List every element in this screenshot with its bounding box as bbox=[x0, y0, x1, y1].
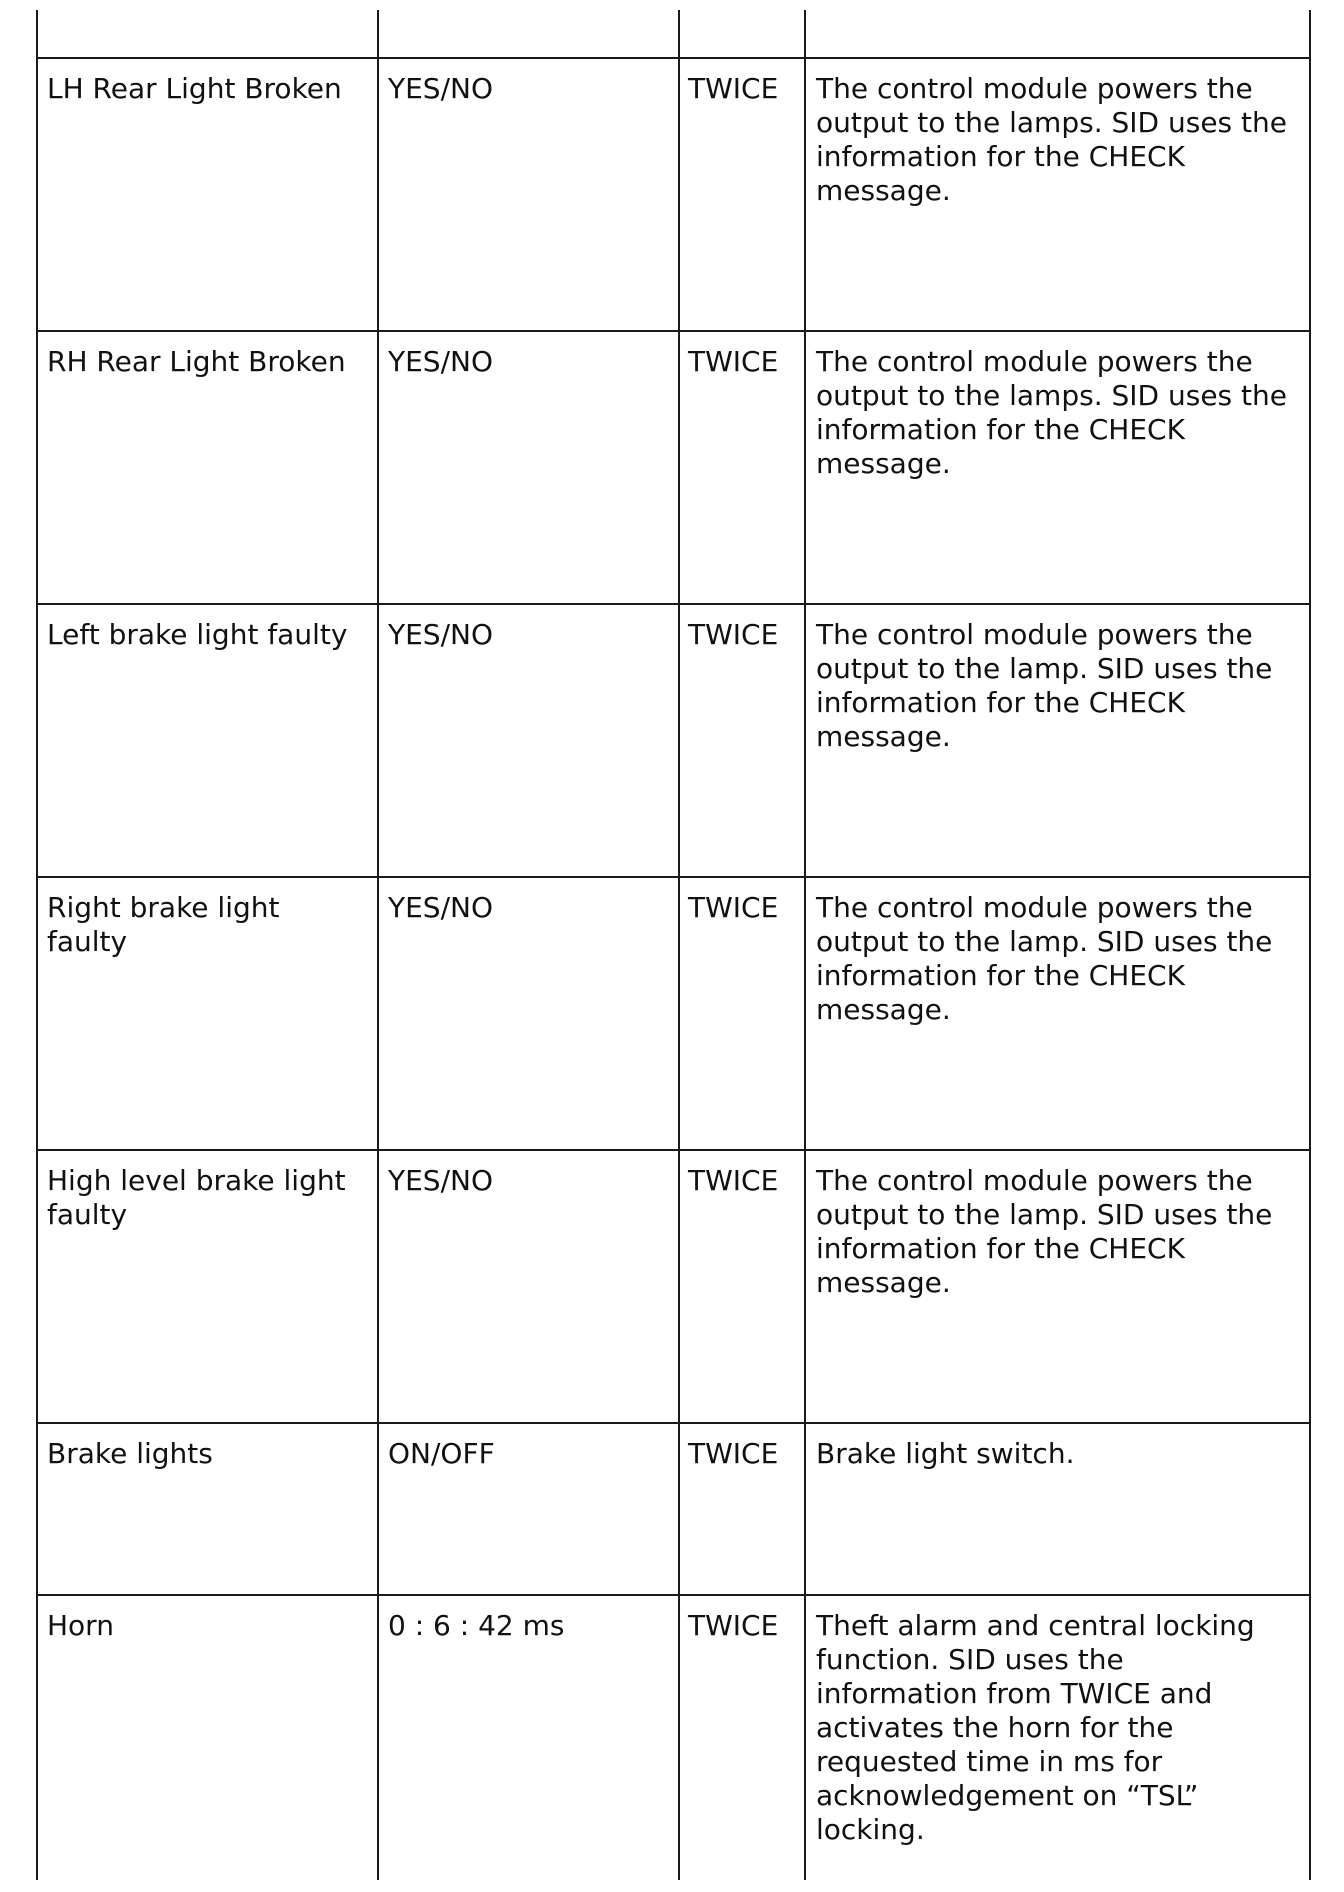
table-row bbox=[36, 1609, 1316, 1879]
source-cell: TWICE bbox=[688, 891, 779, 924]
source-cell: TWICE bbox=[688, 1437, 779, 1470]
row-rule bbox=[36, 57, 1311, 59]
source-cell: TWICE bbox=[688, 345, 779, 378]
parameter-cell: Horn bbox=[47, 1609, 114, 1642]
parameter-cell: High level brake light faulty bbox=[47, 1164, 346, 1231]
source-cell: TWICE bbox=[688, 1609, 779, 1642]
row-rule bbox=[36, 876, 1311, 878]
description-cell: The control module powers the output to the lamps. SID uses the information for the CHECK message. bbox=[816, 345, 1287, 480]
description-cell: The control module powers the output to the lamp. SID uses the information for the CHECK message. bbox=[816, 1164, 1273, 1299]
table-row bbox=[36, 618, 1316, 868]
value-cell: YES/NO bbox=[388, 1164, 493, 1197]
description-cell: The control module powers the output to the lamps. SID uses the information for the CHECK message. bbox=[816, 72, 1287, 207]
description-cell: Theft alarm and central locking function. SID uses the information from TWICE and activates the horn for the requested time in ms for acknowledgement on “TSL” locking. bbox=[816, 1609, 1255, 1846]
parameter-cell: Left brake light faulty bbox=[47, 618, 348, 651]
description-cell: Brake light switch. bbox=[816, 1437, 1075, 1470]
source-cell: TWICE bbox=[688, 1164, 779, 1197]
row-rule bbox=[36, 1149, 1311, 1151]
value-cell: YES/NO bbox=[388, 345, 493, 378]
table-row bbox=[36, 1437, 1316, 1587]
value-cell: ON/OFF bbox=[388, 1437, 495, 1470]
source-cell: TWICE bbox=[688, 618, 779, 651]
parameter-cell: Right brake light faulty bbox=[47, 891, 280, 958]
description-cell: The control module powers the output to the lamp. SID uses the information for the CHECK message. bbox=[816, 891, 1273, 1026]
parameter-cell: LH Rear Light Broken bbox=[47, 72, 342, 105]
table-row bbox=[36, 891, 1316, 1141]
parameter-cell: RH Rear Light Broken bbox=[47, 345, 346, 378]
value-cell: YES/NO bbox=[388, 72, 493, 105]
source-cell: TWICE bbox=[688, 72, 779, 105]
row-rule bbox=[36, 330, 1311, 332]
description-cell: The control module powers the output to the lamp. SID uses the information for the CHECK message. bbox=[816, 618, 1273, 753]
row-rule bbox=[36, 603, 1311, 605]
row-rule bbox=[36, 1422, 1311, 1424]
value-cell: YES/NO bbox=[388, 618, 493, 651]
row-rule bbox=[36, 1594, 1311, 1596]
table-row bbox=[36, 72, 1316, 322]
table-row bbox=[36, 1164, 1316, 1414]
value-cell: YES/NO bbox=[388, 891, 493, 924]
table-row bbox=[36, 345, 1316, 595]
parameter-cell: Brake lights bbox=[47, 1437, 213, 1470]
value-cell: 0 : 6 : 42 ms bbox=[388, 1609, 565, 1642]
